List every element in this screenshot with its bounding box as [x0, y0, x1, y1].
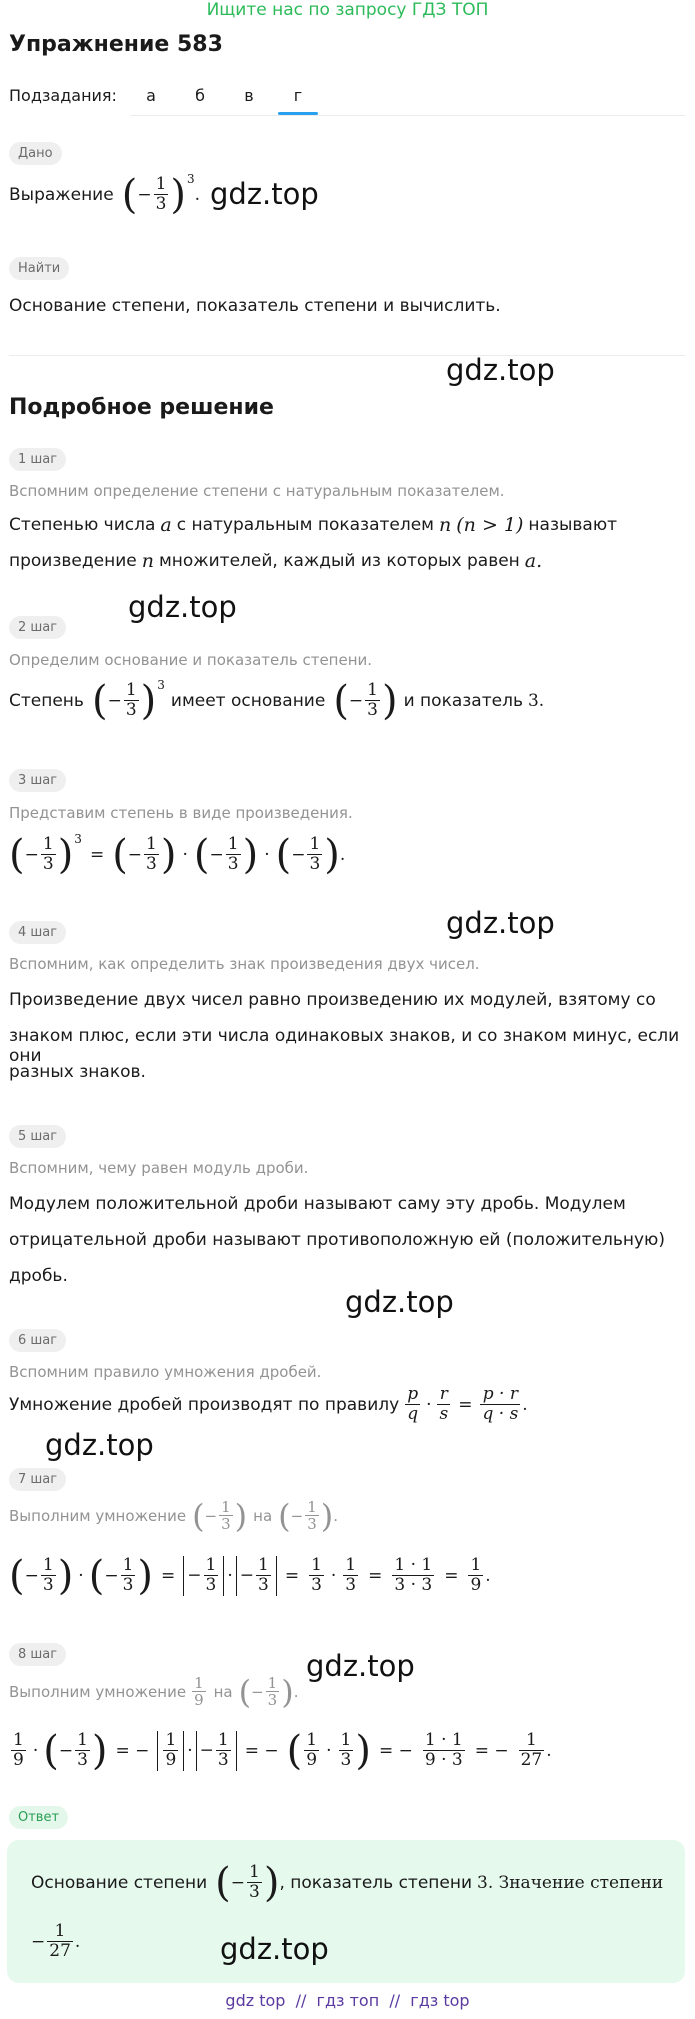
watermark: gdz.top [128, 590, 237, 624]
given-line: Выражение ( − $\frac{1}{3}$ ) 3 . [9, 172, 201, 218]
fraction: $\frac{1}{3}$ [155, 174, 167, 215]
step-4-text-2: знаком плюс, если эти числа одинаковых знаков, и со знаком минус, если они [9, 1026, 680, 1066]
subtask-tab-g[interactable]: г [293, 86, 303, 105]
subtasks-label: Подзадания: [9, 86, 117, 105]
subtask-tab-a[interactable]: а [146, 86, 156, 105]
watermark: gdz.top [345, 1285, 454, 1319]
step-1-chip: 1 шаг [9, 448, 66, 471]
find-text: Основание степени, показатель степени и вычислить. [9, 296, 501, 316]
step-5-hint: Вспомним, чему равен модуль дроби. [9, 1159, 309, 1177]
subtask-tab-b[interactable]: б [195, 86, 205, 105]
step-4-hint: Вспомним, как определить знак произведения двух чисел. [9, 955, 480, 973]
step-2-hint: Определим основание и показатель степени. [9, 651, 373, 669]
watermark: gdz.top [210, 177, 319, 211]
step-1-line-1: Степенью числа a с натуральным показателем n (n > 1) называют [9, 514, 618, 536]
step-8-chip: 8 шаг [9, 1643, 66, 1666]
watermark: gdz.top [446, 906, 555, 940]
step-2-chip: 2 шаг [9, 616, 66, 639]
step-1-line-2: произведение n множителей, каждый из которых равен a. [9, 550, 543, 572]
find-chip: Найти [9, 257, 69, 280]
step-5-text-1: Модулем положительной дроби называют саму эту дробь. Модулем [9, 1194, 626, 1214]
watermark: gdz.top [306, 1649, 415, 1683]
step-8-equation: $\frac{1}{9}$ · ( − $\frac{1}{3}$ ) = − $\frac{1}{9}$ · − $\frac{1}{3}$ = − ( $\frac{1}{9}$ · $\frac{1}{3}$ ) = − $\frac{1 \cdot 1}{9 \cdot 3}$ = − $\frac{1}{27}$ . [13, 1728, 552, 1774]
solution-title: Подробное решение [9, 395, 274, 420]
step-3-chip: 3 шаг [9, 769, 66, 792]
active-tab-underline [278, 112, 318, 115]
step-7-hint: Выполним умножение ( − $\frac{1}{3}$ ) на ( − $\frac{1}{3}$ ) . [9, 1497, 339, 1535]
step-5-chip: 5 шаг [9, 1125, 66, 1148]
step-4-chip: 4 шаг [9, 921, 66, 944]
given-text: Выражение [9, 185, 114, 205]
step-3-equation: ( − $\frac{1}{3}$ ) 3 = ( − $\frac{1}{3}$ ) · ( − $\frac{1}{3}$ ) · ( − $\frac{1}{3}$ ) . [9, 832, 346, 878]
answer-chip: Ответ [9, 1806, 68, 1829]
step-7-chip: 7 шаг [9, 1468, 66, 1491]
watermark: gdz.top [45, 1428, 154, 1462]
step-2-line: Степень ( − $\frac{1}{3}$ ) 3 имеет основание ( − $\frac{1}{3}$ ) и показатель 3. [9, 678, 545, 724]
step-4-text-1: Произведение двух чисел равно произведению их модулей, взятому со [9, 990, 656, 1010]
subtask-tab-v[interactable]: в [244, 86, 254, 105]
step-5-text-2: отрицательной дроби называют противоположную ей (положительную) [9, 1230, 665, 1250]
step-4-text-3: разных знаков. [9, 1062, 146, 1082]
answer-line-1: Основание степени ( − $\frac{1}{3}$ ) , показатель степени 3. Значение степени [31, 1860, 664, 1906]
answer-line-2: − $\frac{1}{27}$ . [31, 1921, 81, 1961]
page-title: Упражнение 583 [9, 32, 223, 57]
step-6-hint: Вспомним правило умножения дробей. [9, 1363, 322, 1381]
step-3-hint: Представим степень в виде произведения. [9, 804, 353, 822]
step-1-hint: Вспомним определение степени с натуральным показателем. [9, 482, 505, 500]
section-divider [9, 355, 685, 356]
footer-links[interactable]: gdz top // гдз топ // гдз top [225, 1991, 470, 2010]
search-banner[interactable]: Ищите нас по запросу ГДЗ ТОП [206, 0, 489, 20]
step-8-hint: Выполним умножение $\frac{1}{9}$ на ( − $\frac{1}{3}$ ) . [9, 1673, 299, 1711]
step-5-text-3: дробь. [9, 1266, 68, 1286]
watermark: gdz.top [220, 1932, 329, 1966]
subtasks-divider [130, 115, 685, 116]
step-6-line: Умножение дробей производят по правилу $\frac{p}{q}$ · $\frac{r}{s}$ = $\frac{p \cdot r}{q \cdot s}$ . [9, 1384, 528, 1424]
watermark: gdz.top [446, 353, 555, 387]
given-chip: Дано [9, 142, 62, 165]
step-6-chip: 6 шаг [9, 1329, 66, 1352]
step-7-equation: ( − $\frac{1}{3}$ ) · ( − $\frac{1}{3}$ ) = − $\frac{1}{3}$ · − $\frac{1}{3}$ = $\frac{1}{3}$ · $\frac{1}{3}$ = $\frac{1 \cdot 1}{3 \cdot 3}$ = $\frac{1}{9}$ . [9, 1553, 491, 1599]
